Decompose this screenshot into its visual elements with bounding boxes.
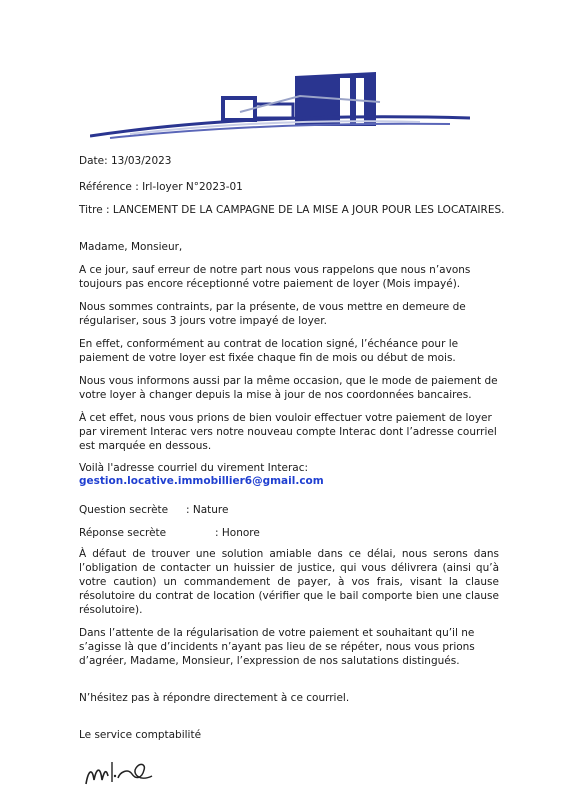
paragraph-unpaid-rent: A ce jour, sauf erreur de notre part nous vous rappelons que nous n’avons toujours pas encore réceptionné votre paiement de loyer (Mois impayé). xyxy=(79,264,471,290)
question-label: Question secrète xyxy=(79,504,169,516)
answer-label: Réponse secrète xyxy=(79,527,167,539)
handwritten-signature-icon xyxy=(82,754,162,790)
interac-intro: Voilà l'adresse courriel du virement Interac: xyxy=(79,462,309,474)
letter-salutation: Madame, Monsieur, xyxy=(79,241,183,253)
paragraph-interac-request: À cet effet, nous vous prions de bien vouloir effectuer votre paiement de loyer par virement Interac vers notre nouveau compte Interac dont l’adresse courriel est marquée en dessous. xyxy=(79,412,497,452)
letter-reference: Référence : Irl-loyer N°2023-01 xyxy=(79,181,243,193)
answer-value: : Honore xyxy=(215,527,260,539)
interac-email-link[interactable]: gestion.locative.immobillier6@gmail.com xyxy=(79,475,324,487)
letter-date: Date: 13/03/2023 xyxy=(79,155,172,167)
building-skyline-logo-icon xyxy=(90,68,470,140)
letter-signoff: Le service comptabilité xyxy=(79,729,202,741)
paragraph-closing-regards: Dans l’attente de la régularisation de votre paiement et souhaitant qu’il ne s’agisse là que d’incidents n’ayant pas lieu de se répéter, nous vous prions d’agréer, Madame, Monsieur, l’expression de nos salutations distingués. xyxy=(79,627,475,667)
paragraph-payment-change: Nous vous informons aussi par la même occasion, que le mode de paiement de votre loyer à changer depuis la mise à jour de nos coordonnées bancaires. xyxy=(79,375,498,401)
paragraph-due-date: En effet, conformément au contrat de location signé, l’échéance pour le paiement de votre loyer est fixée chaque fin de mois ou début de mois. xyxy=(79,338,459,364)
paragraph-bailiff-warning: À défaut de trouver une solution amiable dans ce délai, nous serons dans l’obligation de contacter un huissier de justice, qui vous délivrera (ainsi qu’à votre caution) un commandement de payer, à vos frais, visant la clause résolutoire du contrat de location (vérifier que le bail comporte bien une clause résolutoire). xyxy=(79,548,499,616)
letter-title: Titre : LANCEMENT DE LA CAMPAGNE DE LA MISE A JOUR POUR LES LOCATAIRES. xyxy=(79,204,505,216)
paragraph-reply-invite: N’hésitez pas à répondre directement à ce courriel. xyxy=(79,692,350,704)
question-value: : Nature xyxy=(186,504,229,516)
paragraph-formal-notice: Nous sommes contraints, par la présente, de vous mettre en demeure de régulariser, sous 3 jours votre impayé de loyer. xyxy=(79,301,466,327)
